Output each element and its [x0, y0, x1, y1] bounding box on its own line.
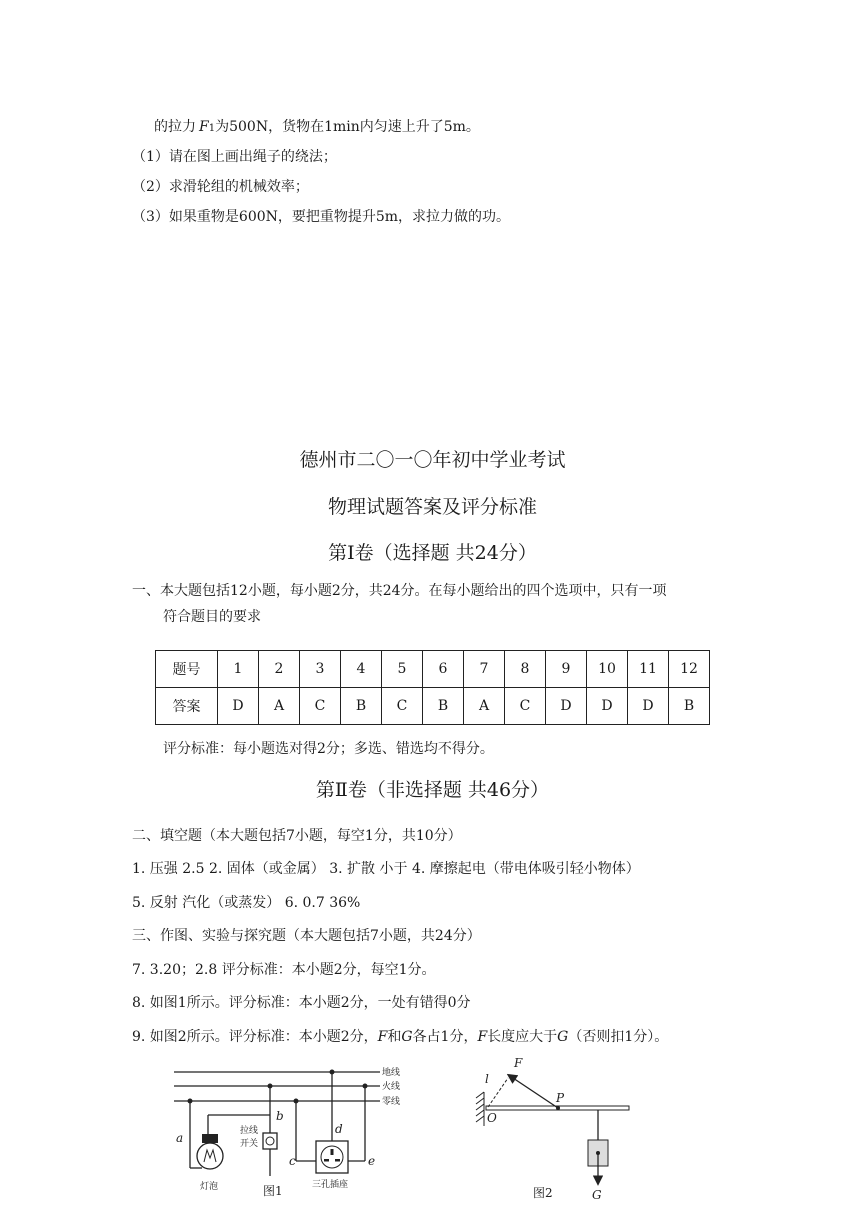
pivot-O-label: O — [487, 1111, 497, 1125]
lever-arm-l-label: l — [485, 1072, 489, 1086]
question-number: 6 — [423, 651, 464, 688]
live-wire-label: 火线 — [382, 1082, 401, 1092]
answer-cell: D — [546, 688, 587, 725]
question-number: 9 — [546, 651, 587, 688]
answer-cell: D — [218, 688, 259, 725]
switch-label-1: 拉线 — [240, 1126, 259, 1136]
force-symbol: F — [199, 119, 209, 135]
point-b-label: b — [276, 1109, 284, 1123]
question-number: 1 — [218, 651, 259, 688]
figure2-lever-diagram — [470, 1052, 640, 1204]
pull-switch-icon — [263, 1133, 277, 1149]
question-number: 4 — [341, 651, 382, 688]
wall-hatch — [476, 1092, 484, 1126]
section2-line2: 5. 反射 汽化（或蒸发） 6. 0.7 36% — [132, 895, 361, 911]
answer-cell: B — [423, 688, 464, 725]
answer-cell: C — [505, 688, 546, 725]
question-number: 7 — [464, 651, 505, 688]
bulb-label: 灯泡 — [200, 1182, 219, 1192]
question-number: 3 — [300, 651, 341, 688]
question-number: 8 — [505, 651, 546, 688]
point-c-label: c — [289, 1154, 296, 1168]
section1-intro-line2: 符合题目的要求 — [163, 609, 261, 625]
socket-label: 三孔插座 — [312, 1180, 349, 1190]
prev-question-q1: （1）请在图上画出绳子的绕法； — [132, 149, 337, 165]
answer-table-header-row — [156, 651, 710, 688]
prev-question-line1: 的拉力 F1为500N，货物在1min内匀速上升了5m。 — [154, 119, 480, 135]
answer-cell: C — [300, 688, 341, 725]
switch-label-2: 开关 — [240, 1139, 259, 1149]
section2-line1: 1. 压强 2.5 2. 固体（或金属） 3. 扩散 小于 4. 摩擦起电（带电体吸引轻小物体） — [132, 861, 640, 877]
exam-title: 德州市二〇一〇年初中学业考试 — [299, 449, 566, 471]
answer-table-answer-row — [156, 688, 710, 725]
section1-scoring: 评分标准：每小题选对得2分；多选、错选均不得分。 — [163, 741, 494, 757]
lever-arm-line — [488, 1078, 508, 1107]
answer-cell: D — [628, 688, 669, 725]
answer-9: 9. 如图2所示。评分标准：本小题2分，F和G各占1分，F长度应大于G（否则扣1分）。 — [132, 1029, 669, 1045]
answer-7: 7. 3.20；2.8 评分标准：本小题2分，每空1分。 — [132, 962, 436, 978]
neutral-wire-label: 零线 — [382, 1097, 401, 1107]
answer-cell: B — [341, 688, 382, 725]
prev-question-q2: （2）求滑轮组的机械效率； — [132, 179, 309, 195]
answer-8: 8. 如图1所示。评分标准：本小题2分，一处有错得0分 — [132, 995, 471, 1011]
force-F-arrow — [510, 1076, 558, 1108]
answer-cell: B — [669, 688, 710, 725]
force-F-label: F — [514, 1056, 523, 1070]
answer-key-title: 物理试题答案及评分标准 — [327, 496, 537, 518]
weight-G-label: G — [592, 1188, 602, 1202]
ground-wire-label: 地线 — [382, 1068, 401, 1078]
three-pin-socket-icon — [316, 1141, 348, 1173]
section3-heading: 三、作图、实验与探究题（本大题包括7小题，共24分） — [132, 928, 481, 944]
figure1-caption: 图1 — [263, 1184, 283, 1198]
figure1-circuit-diagram — [160, 1058, 420, 1204]
part2-heading: 第Ⅱ卷（非选择题 共46分） — [315, 779, 550, 801]
question-number: 10 — [587, 651, 628, 688]
point-P-label: P — [556, 1091, 565, 1105]
answer-cell: A — [259, 688, 300, 725]
question-number: 5 — [382, 651, 423, 688]
point-e-label: e — [368, 1154, 376, 1168]
answer-cell: C — [382, 688, 423, 725]
question-number: 12 — [669, 651, 710, 688]
answer-label: 答案 — [156, 688, 218, 725]
question-number: 2 — [259, 651, 300, 688]
section1-intro-line1: 一、本大题包括12小题，每小题2分，共24分。在每小题给出的四个选项中，只有一项 — [132, 583, 667, 599]
question-number-label: 题号 — [156, 651, 218, 688]
answer-cell: A — [464, 688, 505, 725]
point-d-label: d — [335, 1122, 343, 1136]
answer-table — [155, 650, 710, 725]
light-bulb-icon — [197, 1134, 223, 1169]
point-a-label: a — [176, 1131, 184, 1145]
prev-question-q3: （3）如果重物是600N，要把重物提升5m，求拉力做的功。 — [132, 209, 511, 225]
part1-heading: 第Ⅰ卷（选择题 共24分） — [328, 542, 537, 564]
figure2-caption: 图2 — [533, 1186, 553, 1200]
section2-heading: 二、填空题（本大题包括7小题，每空1分，共10分） — [132, 828, 462, 844]
answer-cell: D — [587, 688, 628, 725]
question-number: 11 — [628, 651, 669, 688]
